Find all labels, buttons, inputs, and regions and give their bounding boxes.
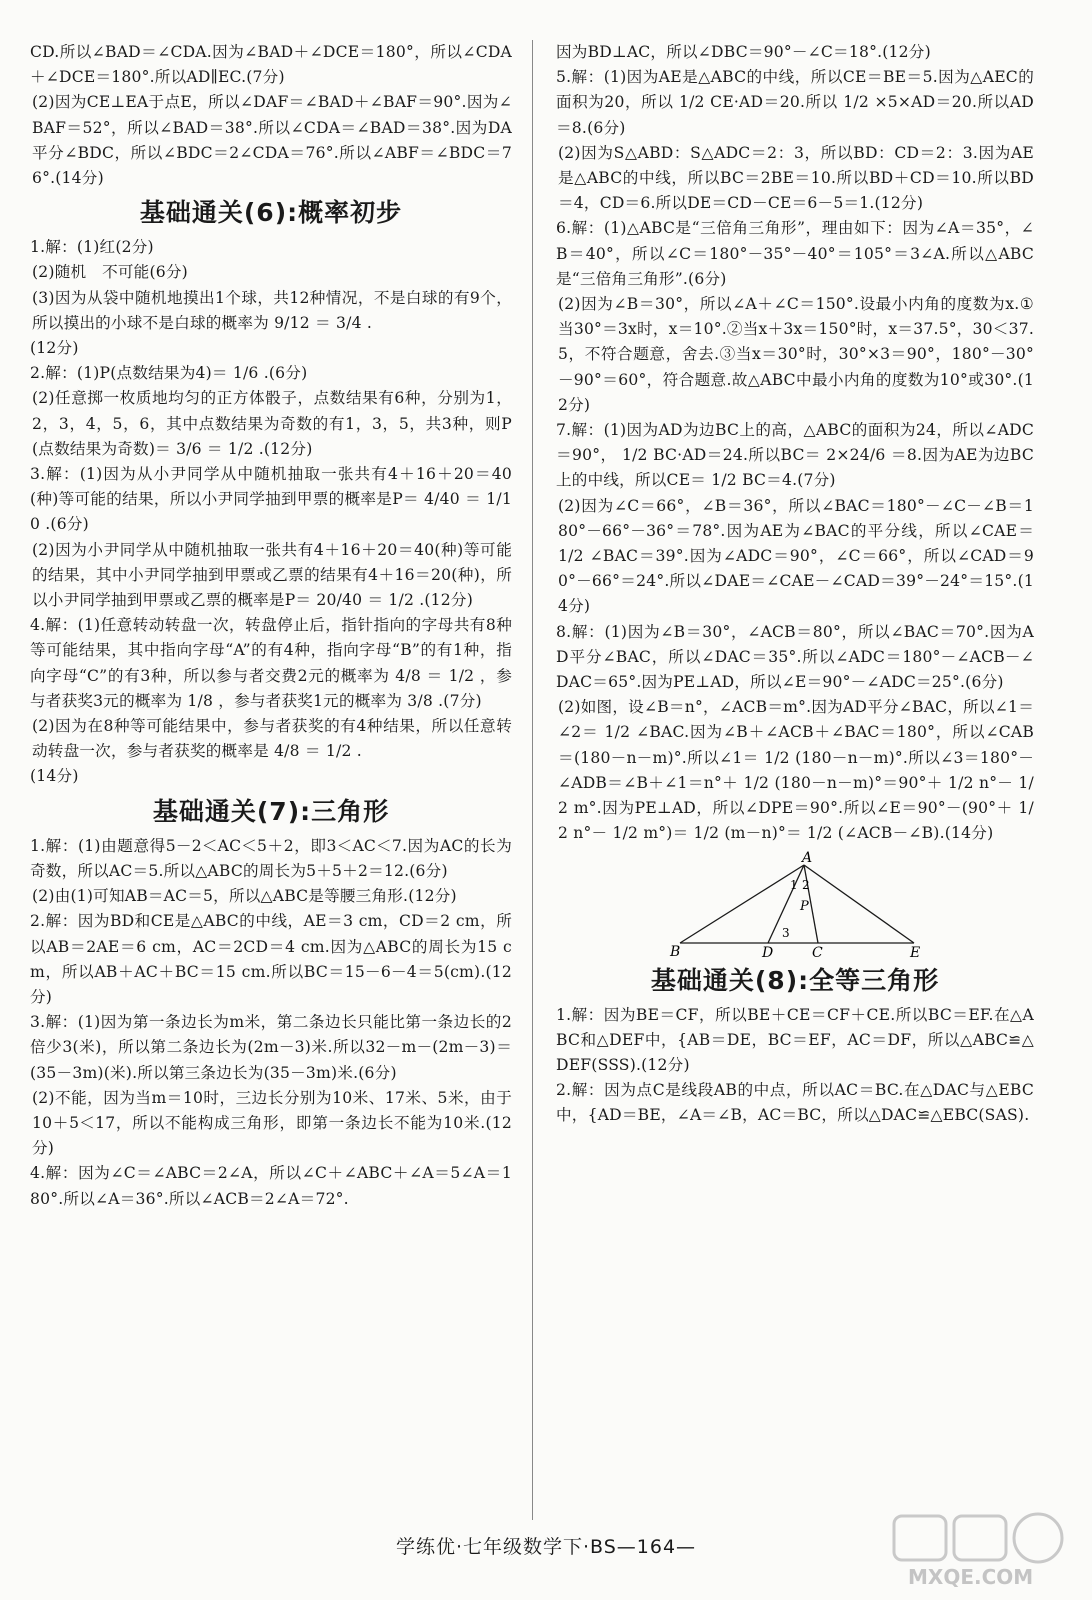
left-column (30, 40, 512, 1212)
answer-paragraph: 3.解：(1)因为从小尹同学从中随机抽取一张共有4＋16＋20＝40(种)等可能的结果，所以小尹同学抽到甲票的概率是P＝ 4/40 ＝ 1/10 .(6分) (30, 465, 512, 534)
answer-paragraph: (3)因为从袋中随机地摸出1个球，共12种情况，不是白球的有9个，所以摸出的小球不是白球的概率为 9/12 ＝ 3/4 . (32, 288, 512, 332)
answer-paragraph: 因为BD⊥AC，所以∠DBC＝90°－∠C＝18°.(12分) (556, 43, 931, 61)
answer-paragraph: 6.解：(1)△ABC是“三倍角三角形”，理由如下：因为∠A＝35°，∠B＝40°，所以∠C＝180°－35°－40°＝105°＝3∠A.所以△ABC是“三倍角三角形”.(6分) (556, 219, 1034, 288)
section-heading-congruent: 基础通关(8):全等三角形 (650, 965, 940, 995)
label-angle-2: 2 (802, 877, 810, 892)
answer-paragraph: (2)因为CE⊥EA于点E，所以∠DAF＝∠BAD＋∠BAF＝90°.因为∠BAF＝52°，所以∠BAD＝38°.所以∠CDA＝∠BAD＝38°.因为DA平分∠BDC，所以∠BDC＝2∠CDA＝76°.所以∠ABF＝∠BDC＝76°.(14分) (32, 93, 512, 188)
answer-paragraph: (2)因为在8种等可能结果中，参与者获奖的有4种结果，所以任意转动转盘一次，参与者获奖的概率是 4/8 ＝ 1/2 . (32, 717, 512, 761)
label-d: D (762, 944, 774, 959)
label-c: C (812, 944, 823, 959)
answer-paragraph: 1.解：(1)红(2分) (30, 238, 154, 257)
label-e: E (910, 944, 921, 959)
answer-paragraph: 4.解：(1)任意转动转盘一次，转盘停止后，指针指向的字母共有8种等可能结果，其中指向字母“A”的有4种，指向字母“B”的有1种，指向字母“C”的有3种，所以参与者交费2元的概率为 4/8 ＝ 1/2 ，参与者获奖3元的概率为 1/8 ，参与者获奖1元的概率为 3/8 .(7分) (30, 616, 512, 710)
answer-paragraph: 1.解：(1)由题意得5－2＜AC＜5＋2，即3＜AC＜7.因为AC的长为奇数，所以AC＝5.所以△ABC的周长为5＋5＋2＝12.(6分) (30, 836, 512, 880)
label-a: A (802, 850, 813, 866)
label-angle-3: 3 (782, 925, 790, 940)
answer-paragraph: 2.解：因为点C是线段AB的中点，所以AC＝BC.在△DAC与△EBC中，{AD＝BE，∠A＝∠B，AC＝BC，所以△DAC≌△EBC(SAS). (556, 1081, 1034, 1125)
answer-paragraph: (2)因为S△ABD：S△ADC＝2：3，所以BD：CD＝2：3.因为AE是△ABC的中线，所以BC＝2BE＝10.所以BD＋CD＝10.所以BD＝4，CD＝6.所以DE＝CD－CE＝6－5＝1.(12分) (558, 143, 1034, 213)
watermark-logo (888, 1510, 1078, 1590)
right-column (556, 40, 1034, 1129)
answer-paragraph: 1.解：因为BE＝CF，所以BE＋CE＝CF＋CE.所以BC＝EF.在△ABC和△DEF中，{AB＝DE，BC＝EF，AC＝DF，所以△ABC≌△DEF(SSS).(12分) (556, 1005, 1034, 1074)
answer-paragraph: (2)随机 不可能(6分) (32, 263, 188, 282)
section-heading-probability: 基础通关(6):概率初步 (139, 198, 403, 228)
label-b: B (670, 943, 681, 959)
answer-paragraph: 5.解：(1)因为AE是△ABC的中线，所以CE＝BE＝5.因为△AEC的面积为20，所以 1/2 CE·AD＝20.所以 1/2 ×5×AD＝20.所以AD＝8.(6分) (556, 68, 1034, 137)
answer-paragraph: 2.解：(1)P(点数结果为4)＝ 1/6 .(6分) (30, 364, 308, 383)
answer-paragraph: (2)因为∠C＝66°，∠B＝36°，所以∠BAC＝180°－∠C－∠B＝180°－66°－36°＝78°.因为AE为∠BAC的平分线，所以∠CAE＝ 1/2 ∠BAC＝39°.因为∠ADC＝90°，∠C＝66°，所以∠CAD＝90°－66°＝24°.所以∠DAE＝∠CAE－∠CAD＝39°－24°＝15°.(14分) (558, 496, 1034, 616)
triangle-figure (556, 851, 1034, 959)
answer-paragraph: CD.所以∠BAD＝∠CDA.因为∠BAD＋∠DCE＝180°，所以∠CDA＋∠DCE＝180°.所以AD∥EC.(7分) (30, 43, 512, 87)
label-p: P (800, 898, 809, 914)
answer-paragraph: (14分) (30, 767, 79, 786)
page-footer: 学练优·七年级数学下·BS—164— (395, 1536, 697, 1558)
triangle-diagram (556, 851, 1034, 959)
answer-paragraph: (2)因为∠B＝30°，所以∠A＋∠C＝150°.设最小内角的度数为x.①当30°＝3x时，x＝10°.②当x＋3x＝150°时，x＝37.5°，30＜37.5，不符合题意，舍去.③当x＝30°时，30°×3＝90°，180°－30°－90°＝60°，符合题意.故△ABC中最小内角的度数为10°或30°.(12分) (558, 295, 1034, 414)
answer-paragraph: (12分) (30, 339, 79, 358)
answer-paragraph: (2)任意掷一枚质地均匀的正方体骰子，点数结果有6种，分别为1，2，3，4，5，6，其中点数结果为奇数的有1，3，5，共3种，则P(点数结果为奇数)＝ 3/6 ＝ 1/2 .(12分) (32, 389, 512, 458)
watermark-text: MXQE.COM (908, 1565, 1034, 1589)
answer-paragraph: (2)由(1)可知AB＝AC＝5，所以△ABC是等腰三角形.(12分) (32, 887, 457, 906)
answer-paragraph: (2)因为小尹同学从中随机抽取一张共有4＋16＋20＝40(种)等可能的结果，其中小尹同学抽到甲票或乙票的结果有4＋16＝20(种)，所以小尹同学抽到甲票或乙票的概率是P＝ 20/40 ＝ 1/2 .(12分) (32, 540, 512, 610)
answer-paragraph: (2)不能，因为当m＝10时，三边长分别为10米、17米、5米，由于10＋5＜17，所以不能构成三角形，即第一条边长不能为10米.(12分) (32, 1088, 512, 1158)
label-angle-1: 1 (790, 877, 798, 892)
section-heading-triangle: 基础通关(7):三角形 (152, 796, 390, 826)
answer-paragraph: 8.解：(1)因为∠B＝30°，∠ACB＝80°，所以∠BAC＝70°.因为AD平分∠BAC，所以∠DAC＝35°.所以∠ADC＝180°－∠ACB－∠DAC＝65°.因为PE⊥AD，所以∠E＝90°－∠ADC＝25°.(6分) (556, 622, 1034, 692)
answer-paragraph: 4.解：因为∠C＝∠ABC＝2∠A，所以∠C＋∠ABC＋∠A＝5∠A＝180°.所以∠A＝36°.所以∠ACB＝2∠A＝72°. (30, 1164, 512, 1208)
line-ae (804, 865, 914, 943)
answer-paragraph: 3.解：(1)因为第一条边长为m米，第二条边长只能比第一条边长的2倍少3(米)，所以第二条边长为(2m－3)米.所以32－m－(2m－3)＝(35－3m)(米).所以第三条边长为(35－3m)米.(6分) (30, 1013, 512, 1082)
answer-paragraph: (2)如图，设∠B＝n°，∠ACB＝m°.因为AD平分∠BAC，所以∠1＝∠2＝ 1/2 ∠BAC.因为∠B＋∠ACB＋∠BAC＝180°，所以∠CAB＝(180－n－m)°.所以∠1＝ 1/2 (180－n－m)°.所以∠3＝180°－∠ADB＝∠B＋∠1＝n°＋ 1/2 (180－n－m)°＝90°＋ 1/2 n°－ 1/2 m°.因为PE⊥AD，所以∠DPE＝90°.所以∠E＝90°－(90°＋ 1/2 n°－ 1/2 m°)＝ 1/2 (m－n)°＝ 1/2 (∠ACB－∠B).(14分) (558, 698, 1034, 843)
answer-paragraph: 7.解：(1)因为AD为边BC上的高，△ABC的面积为24，所以∠ADC＝90°， 1/2 BC·AD＝24.所以BC＝ 2×24/6 ＝8.因为AE为边BC上的中线，所以CE＝ 1/2 BC＝4.(7分) (556, 421, 1034, 490)
column-divider (532, 40, 533, 1520)
answer-paragraph: 2.解：因为BD和CE是△ABC的中线，AE＝3 cm，CD＝2 cm，所以AB＝2AE＝6 cm，AC＝2CD＝4 cm.因为△ABC的周长为15 cm，所以AB＋AC＋BC＝15 cm.所以BC＝15－6－4＝5(cm).(12分) (30, 912, 512, 1006)
